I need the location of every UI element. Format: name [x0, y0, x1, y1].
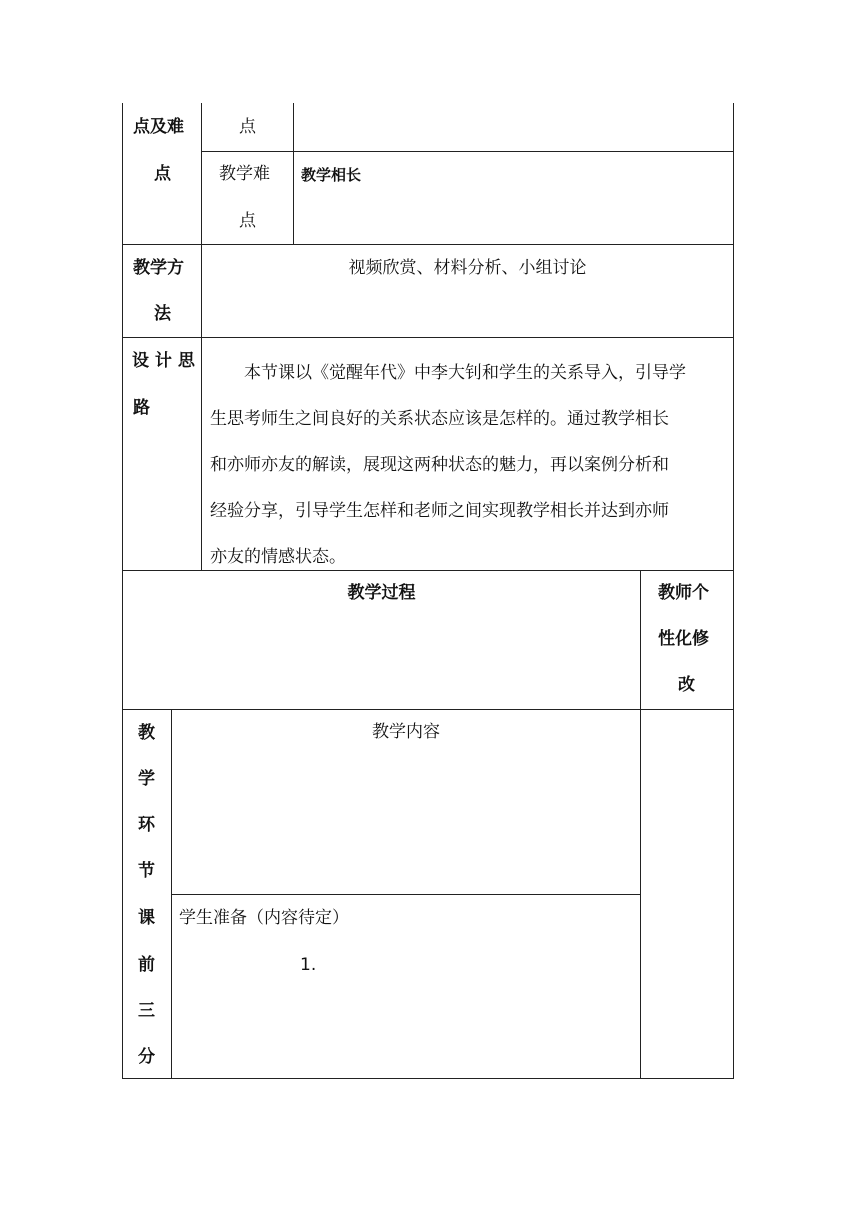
focus-label-line-2: 点 — [154, 164, 171, 184]
segment-label-char: 教 — [138, 723, 155, 743]
segment-label-char: 学 — [138, 769, 155, 789]
col-divider-teacher — [640, 570, 641, 1079]
row-line-6 — [171, 894, 640, 895]
difficulty-value: 教学相长 — [301, 166, 362, 184]
preclass-label-char: 三 — [138, 1001, 155, 1021]
preclass-label-char: 课 — [138, 908, 155, 928]
method-label-line-2: 法 — [154, 304, 171, 324]
method-label-line-1: 教学方 — [133, 258, 184, 278]
row-line-5 — [122, 709, 733, 710]
design-paragraph — [210, 350, 726, 580]
design-label-line-1: 设 计 思 — [132, 351, 195, 371]
design-para-line: 和亦师亦友的解读，展现这两种状态的魅力，再以案例分析和 — [210, 455, 669, 475]
design-para-line: 亦友的情感状态。 — [210, 547, 346, 567]
row-line-3 — [122, 337, 733, 338]
difficulty-sub-line-2: 点 — [239, 211, 256, 231]
row-line-1 — [201, 151, 733, 152]
design-para-line: 本节课以《觉醒年代》中李大钊和学生的关系导入，引导学 — [210, 363, 686, 383]
teacher-col-line-3: 改 — [678, 675, 695, 695]
design-para-line: 经验分享，引导学生怎样和老师之间实现教学相长并达到亦师 — [210, 501, 669, 521]
table-bottom-border — [122, 1078, 733, 1079]
preclass-item-number: 1. — [300, 955, 317, 975]
row-line-2 — [122, 244, 733, 245]
method-value: 视频欣赏、材料分析、小组讨论 — [348, 258, 587, 278]
design-label-line-2: 路 — [133, 398, 150, 418]
segment-label-char: 节 — [138, 861, 155, 881]
preclass-content-line: 学生准备（内容待定） — [179, 908, 349, 928]
process-title: 教学过程 — [347, 583, 416, 603]
difficulty-sub-line-1: 教学难 — [219, 164, 270, 184]
focus-label-line-1: 点及难 — [133, 117, 184, 137]
col-divider-2 — [293, 103, 294, 244]
teacher-col-line-2: 性化修 — [658, 629, 709, 649]
design-para-line: 生思考师生之间良好的关系状态应该是怎样的。通过教学相长 — [210, 409, 669, 429]
table-right-border — [733, 103, 734, 1079]
segment-label-char: 环 — [138, 815, 155, 835]
focus-sub-tail: 点 — [239, 117, 256, 137]
preclass-label-char: 前 — [138, 955, 155, 975]
content-title: 教学内容 — [372, 722, 440, 742]
teacher-col-line-1: 教师个 — [658, 583, 709, 603]
preclass-label-char: 分 — [138, 1047, 155, 1067]
